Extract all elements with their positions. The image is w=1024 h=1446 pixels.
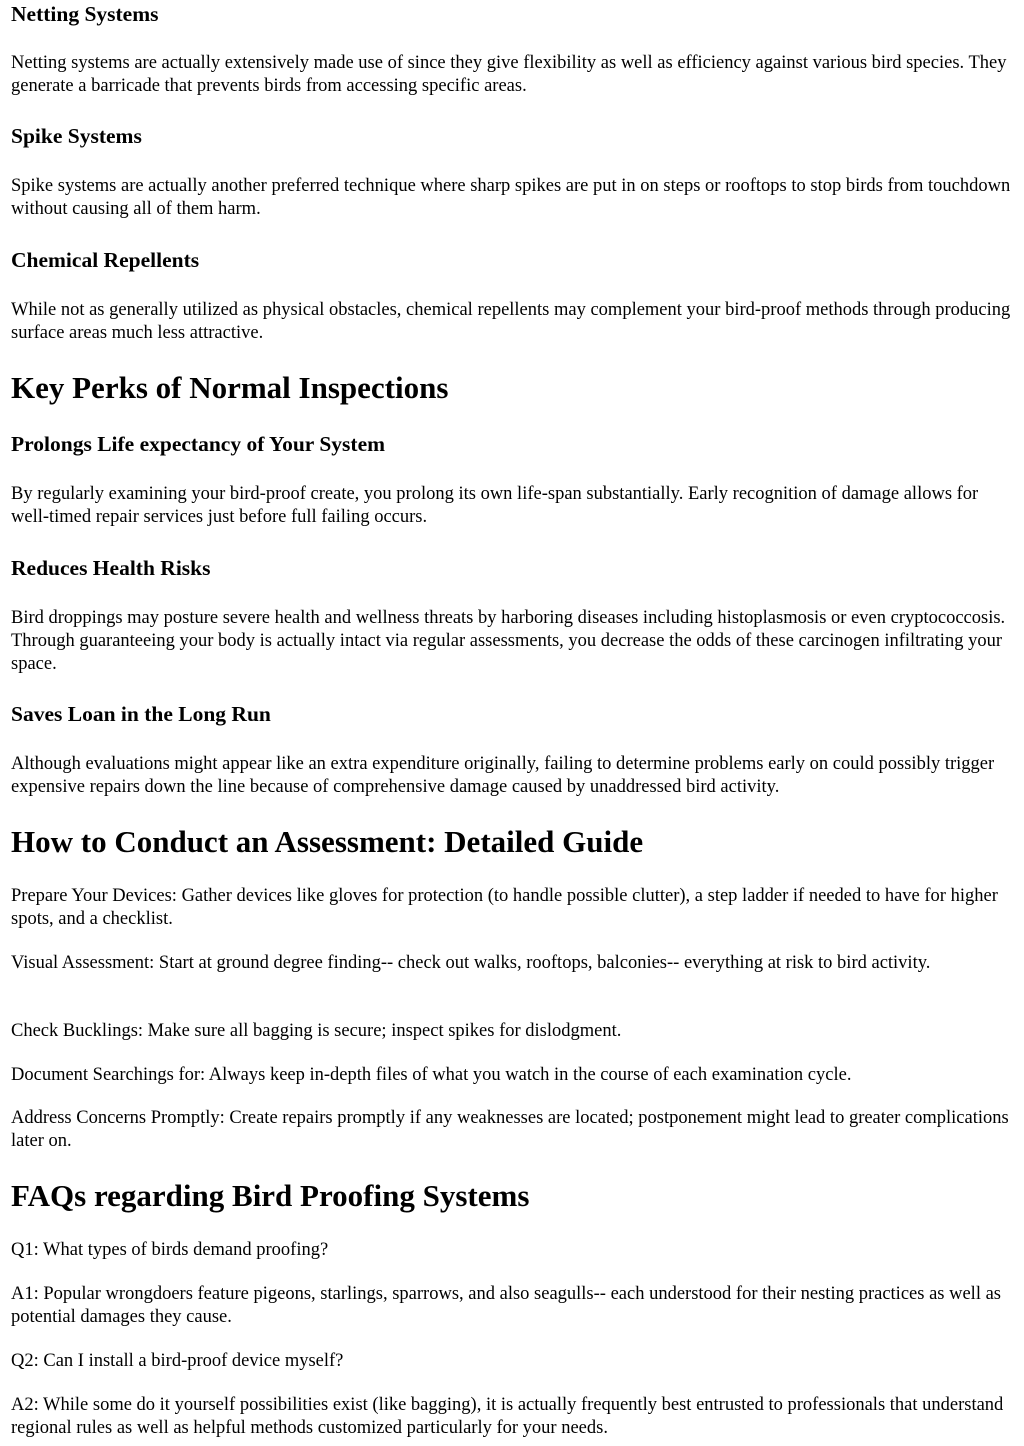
heading-spike-systems: Spike Systems: [11, 124, 142, 148]
paragraph-saves-loan: Although evaluations might appear like an extra expenditure originally, failing to determine problems early on could possibly trigger expensive repairs down the line because of comprehensive damage caused by unaddressed bird activity.: [11, 754, 995, 797]
guide-step: Document Searchings for: Always keep in-depth files of what you watch in the course of each examination cycle.: [11, 1065, 852, 1085]
faq-question: Q2: Can I install a bird-proof device myself?: [11, 1351, 344, 1371]
paragraph-chemical-repellents: While not as generally utilized as physical obstacles, chemical repellents may complement your bird-proof methods through producing surface areas much less attractive.: [11, 300, 1011, 343]
guide-step: Prepare Your Devices: Gather devices like gloves for protection (to handle possible clutter), a step ladder if needed to have for higher spots, and a checklist.: [11, 886, 998, 929]
section-heading-assessment-guide: How to Conduct an Assessment: Detailed Guide: [11, 824, 644, 859]
section-heading-faqs: FAQs regarding Bird Proofing Systems: [11, 1178, 530, 1213]
paragraph-prolongs-life: By regularly examining your bird-proof create, you prolong its own life-span substantially. Early recognition of damage allows for well-timed repair services just before full failing occurs.: [11, 484, 979, 527]
paragraph-reduces-health-risks: Bird droppings may posture severe health and wellness threats by harboring diseases including histoplasmosis or even cryptococcosis. Through guaranteeing your body is actually intact via regular assessments, you decrease the odds of these carcinogen infiltrating your space.: [11, 608, 1006, 674]
faq-answer: A1: Popular wrongdoers feature pigeons, starlings, sparrows, and also seagulls-- each understood for their nesting practices as well as potential damages they cause.: [11, 1284, 1001, 1327]
heading-prolongs-life: Prolongs Life expectancy of Your System: [11, 432, 386, 456]
faq-answer: A2: While some do it yourself possibilities exist (like bagging), it is actually frequently best entrusted to professionals that understand regional rules as well as helpful methods customized particularly for your needs.: [11, 1395, 1004, 1438]
heading-saves-loan: Saves Loan in the Long Run: [11, 702, 271, 726]
paragraph-netting-systems: Netting systems are actually extensively made use of since they give flexibility as well as efficiency against various bird species. They generate a barricade that prevents birds from accessing specific areas.: [11, 53, 1007, 96]
heading-netting-systems: Netting Systems: [11, 2, 159, 26]
guide-step: Visual Assessment: Start at ground degree finding-- check out walks, rooftops, balconies-- everything at risk to bird activity.: [11, 953, 931, 973]
paragraph-spike-systems: Spike systems are actually another preferred technique where sharp spikes are put in on steps or rooftops to stop birds from touchdown without causing all of them harm.: [11, 176, 1011, 219]
guide-step: Address Concerns Promptly: Create repairs promptly if any weaknesses are located; postponement might lead to greater complications later on.: [11, 1108, 1009, 1151]
guide-step: Check Bucklings: Make sure all bagging is secure; inspect spikes for dislodgment.: [11, 1021, 622, 1041]
section-heading-key-perks: Key Perks of Normal Inspections: [11, 370, 449, 405]
heading-reduces-health-risks: Reduces Health Risks: [11, 556, 211, 580]
heading-chemical-repellents: Chemical Repellents: [11, 248, 200, 272]
faq-question: Q1: What types of birds demand proofing?: [11, 1240, 329, 1260]
